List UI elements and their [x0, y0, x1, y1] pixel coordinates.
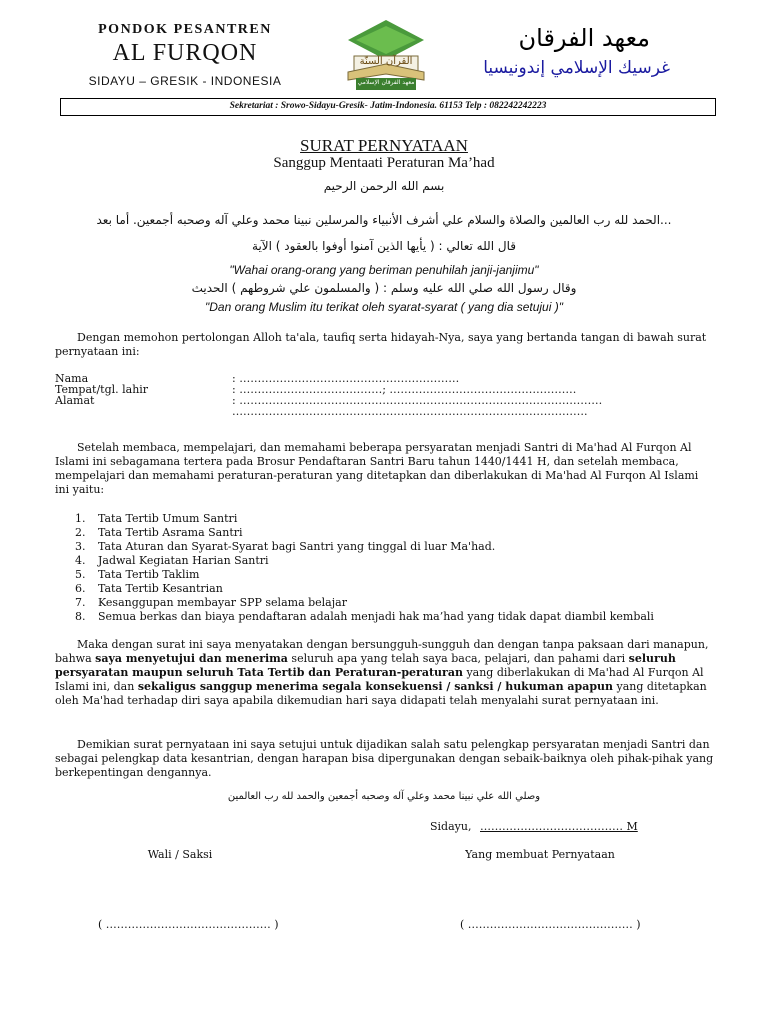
closing-arabic: وصلي الله علي نبينا محمد وعلي آله وصحبه أجمعين والحمد لله رب العالمين	[227, 791, 541, 802]
ayah: قال الله تعالي : ( يأيها الذين آمنوا أوفوا بالعقود ) الآية	[252, 239, 516, 253]
ayah-translation: "Wahai orang-orang yang beriman penuhilah janji-janjimu"	[229, 263, 539, 277]
school-location: SIDAYU – GRESIK - INDONESIA	[88, 74, 282, 88]
list-item-text: Tata Tertib Umum Santri	[98, 512, 238, 525]
logo-bottom-text: معهد الفرقان الإسلامي	[357, 79, 415, 86]
school-name-line2: AL FURQON	[112, 40, 258, 66]
rules-list	[75, 512, 725, 624]
statement-bold-rules: seluruh persyaratan maupun seluruh Tata Tertib dan Peraturan-peraturan	[55, 652, 676, 679]
place-date-label: Sidayu,	[430, 820, 472, 833]
school-logo	[334, 18, 438, 94]
signature-right-line[interactable]: ( ……………………………………… )	[460, 918, 641, 931]
field-label: Tempat/tgl. lahir	[55, 383, 149, 396]
statement-text: seluruh apa yang telah saya baca, pelajari, dan pahami dari	[287, 652, 629, 665]
statement-text: yang diberlakukan di Ma'had Al Furqon Al Islami ini, dan	[55, 666, 704, 693]
intro-paragraph: Dengan memohon pertolongan Alloh ta'ala, taufiq serta hidayah-Nya, saya yang bertanda tangan di bawah surat pernyataan ini:	[55, 331, 707, 358]
place-date	[430, 820, 730, 834]
list-item-text: Jadwal Kegiatan Harian Santri	[98, 554, 269, 567]
field-label: Alamat	[55, 394, 95, 407]
list-item-text: Tata Tertib Taklim	[98, 568, 200, 581]
basmala: بسم الله الرحمن الرحيم	[323, 179, 445, 193]
list-item-text: Tata Tertib Asrama Santri	[98, 526, 243, 539]
hadith: وقال رسول الله صلي الله عليه وسلم : ( والمسلمون علي شروطهم ) الحديث	[191, 281, 577, 295]
signature-left-label: Wali / Saksi	[147, 848, 213, 861]
list-item: 4. Jadwal Kegiatan Harian Santri	[75, 554, 269, 567]
statement-text: Maka dengan surat ini saya menyatakan dengan bersungguh-sungguh dan dengan tanpa paksaan dari manapun, bahwa	[55, 638, 709, 665]
signature-right-label: Yang membuat Pernyataan	[465, 848, 615, 861]
place-date-value[interactable]: ………………………………… M	[480, 820, 638, 833]
field-label: Nama	[55, 372, 89, 385]
list-item-text: Semua berkas dan biaya pendaftaran adalah menjadi hak ma’had yang tidak dapat diambil kembali	[98, 610, 654, 623]
list-item: 8. Semua berkas dan biaya pendaftaran adalah menjadi hak ma’had yang tidak dapat diambil kembali	[75, 610, 654, 623]
list-item: 6. Tata Tertib Kesantrian	[75, 582, 223, 595]
signature-left-line[interactable]: ( ……………………………………… )	[98, 918, 279, 931]
paragraph-requirements: Setelah membaca, mempelajari, dan memahami beberapa persyaratan menjadi Santri di Ma'had Al Furqon Al Islami ini sebagamana tertera pada Brosur Pendaftaran Santri Baru tahun 1440/1441 H, dan setelah membaca, mempelajari dan memahami peraturan-peraturan yang ditetapkan dan diberlakukan di Ma'had Al Furqon Al Islami ini yaitu:	[55, 441, 699, 496]
field-value[interactable]: : ………………………………………………………………………………………	[232, 394, 603, 407]
school-name-line1: PONDOK PESANTREN	[98, 22, 272, 37]
list-item-text: Tata Tertib Kesantrian	[98, 582, 223, 595]
list-item: 5. Tata Tertib Taklim	[75, 568, 200, 581]
hamdalah: ...الحمد لله رب العالمين والصلاة والسلام علي أشرف الأنبياء والمرسلين نبينا محمد وعلي آله وصحبه أجمعين. أما بعد	[96, 213, 672, 227]
arabic-location: غرسيك الإسلامي إندونيسيا	[483, 58, 670, 78]
document-title: SURAT PERNYATAAN	[300, 136, 468, 155]
document-subtitle: Sanggup Mentaati Peraturan Ma’had	[273, 155, 495, 171]
arabic-name: معهد الفرقان	[518, 24, 650, 52]
hadith-translation: "Dan orang Muslim itu terikat oleh syarat-syarat ( yang dia setujui )"	[204, 300, 563, 314]
address-box	[60, 98, 716, 116]
field-value[interactable]: …………………………………………………………………………………….	[232, 405, 588, 418]
field-value[interactable]: : ……………………………………………………	[232, 372, 460, 385]
list-item: 2. Tata Tertib Asrama Santri	[75, 526, 243, 539]
paragraph-closing: Demikian surat pernyataan ini saya setujui untuk dijadikan salah satu pelengkap persyaratan menjadi Santri dan sebagai pelengkap data kesantrian, dengan harapan bisa dipergunakan dengan sebaik-baiknya oleh pihak-pihak yang berkepentingan dengannya.	[55, 738, 714, 779]
field-row	[55, 383, 715, 394]
paragraph-statement	[55, 638, 715, 708]
list-item: 3. Tata Aturan dan Syarat-Syarat bagi Santri yang tinggal di luar Ma'had.	[75, 540, 496, 553]
list-item-text: Tata Aturan dan Syarat-Syarat bagi Santri yang tinggal di luar Ma'had.	[98, 540, 496, 553]
statement-bold-consequence: sekaligus sanggup menerima segala konsekuensi / sanksi / hukuman apapun	[137, 680, 614, 693]
list-item: 1. Tata Tertib Umum Santri	[75, 512, 238, 525]
field-value[interactable]: : …………………………………; ……………………………………………	[232, 383, 577, 396]
field-row	[55, 405, 715, 419]
list-item: 7. Kesanggupan membayar SPP selama belajar	[75, 596, 347, 609]
identity-fields	[55, 372, 715, 419]
logo-top-text: القرآن السنّة	[359, 56, 413, 67]
field-row	[55, 394, 715, 405]
field-row	[55, 372, 715, 383]
address-text: Sekretariat : Srowo-Sidayu-Gresik- Jatim-Indonesia. 61153 Telp : 082242242223	[229, 101, 547, 111]
statement-bold-agree: saya menyetujui dan menerima	[95, 652, 288, 665]
field-label	[55, 405, 232, 419]
statement-text: yang ditetapkan oleh Ma'had terhadap diri saya apabila dikemudian hari saya didapati telah menyalahi surat pernyataan ini.	[55, 680, 707, 707]
list-item-text: Kesanggupan membayar SPP selama belajar	[98, 596, 347, 609]
